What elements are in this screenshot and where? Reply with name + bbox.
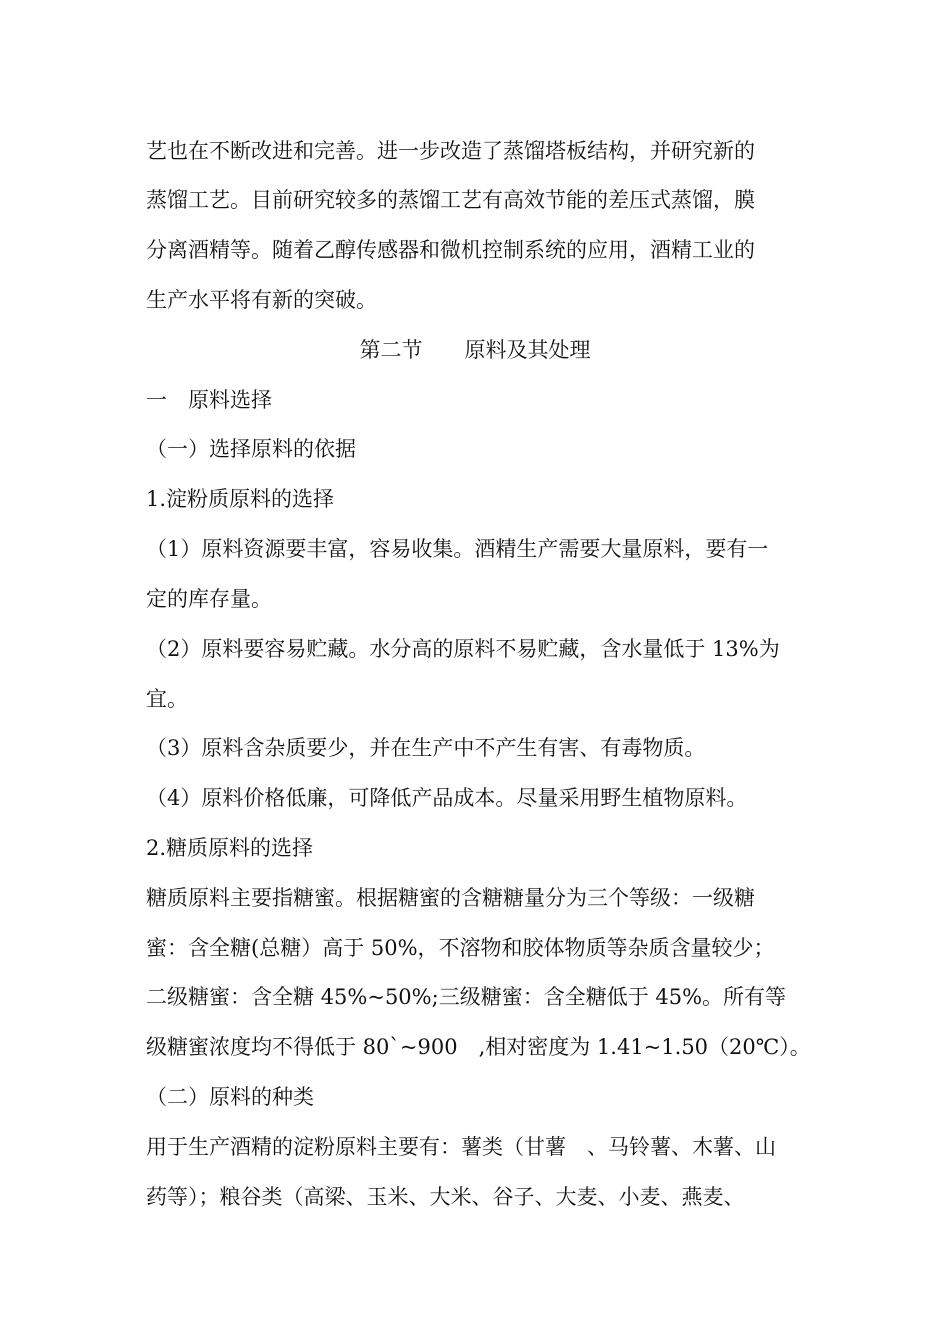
list-item-line: （2）原料要容易贮藏。水分高的原料不易贮藏，含水量低于 13%为 <box>146 637 780 661</box>
subheading: 一 原料选择 <box>146 388 272 412</box>
list-item-line: 定的库存量。 <box>146 587 272 611</box>
paragraph-line: 生产水平将有新的突破。 <box>146 288 377 312</box>
list-item-line: 宜。 <box>146 687 188 711</box>
list-item-line: （1）原料资源要丰富，容易收集。酒精生产需要大量原料，要有一 <box>146 537 769 561</box>
paragraph-line: 蒸馏工艺。目前研究较多的蒸馏工艺有高效节能的差压式蒸馏，膜 <box>146 188 755 212</box>
subheading: （一）选择原料的依据 <box>146 437 356 461</box>
paragraph-line: 艺也在不断改进和完善。进一步改造了蒸馏塔板结构，并研究新的 <box>146 139 755 163</box>
subheading: 2.糖质原料的选择 <box>146 836 314 860</box>
paragraph-line: 二级糖蜜：含全糖 45%~50%;三级糖蜜：含全糖低于 45%。所有等 <box>146 985 787 1009</box>
list-item-line: （3）原料含杂质要少，并在生产中不产生有害、有毒物质。 <box>146 736 706 760</box>
list-item-line: （4）原料价格低廉，可降低产品成本。尽量采用野生植物原料。 <box>146 786 748 810</box>
paragraph-line: 药等）；粮谷类（高梁、玉米、大米、谷子、大麦、小麦、燕麦、 <box>146 1185 745 1209</box>
subheading: （二）原料的种类 <box>146 1085 314 1109</box>
paragraph-line: 糖质原料主要指糖蜜。根据糖蜜的含糖糖量分为三个等级：一级糖 <box>146 886 755 910</box>
paragraph-line: 分离酒精等。随着乙醇传感器和微机控制系统的应用，酒精工业的 <box>146 238 755 262</box>
paragraph-line: 用于生产酒精的淀粉原料主要有：薯类（甘薯 、马铃薯、木薯、山 <box>146 1135 776 1159</box>
paragraph-line: 级糖蜜浓度均不得低于 80`~900 ,相对密度为 1.41~1.50（20℃）。 <box>146 1035 811 1059</box>
subheading: 1.淀粉质原料的选择 <box>146 487 335 511</box>
paragraph-line: 蜜：含全糖(总糖）高于 50%，不溶物和胶体物质等杂质含量较少； <box>146 936 775 960</box>
section-heading: 第二节 原料及其处理 <box>359 338 591 362</box>
